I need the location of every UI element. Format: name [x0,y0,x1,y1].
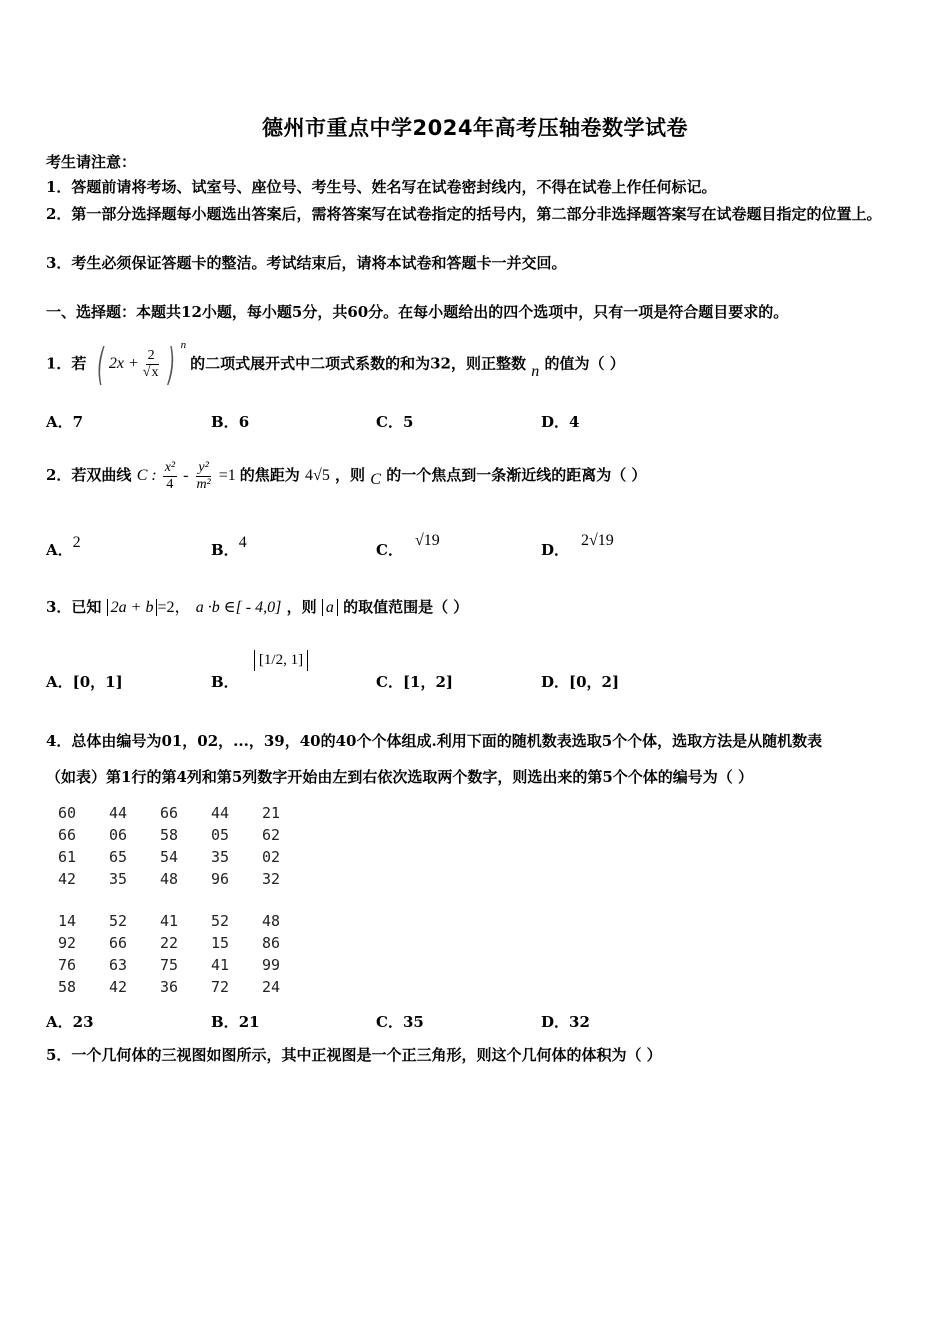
q2-option-c[interactable]: C．√19 [376,532,440,559]
q1-option-a[interactable]: A．7 [46,413,84,431]
notice-item-1: 1．答题前请将考场、试室号、座位号、考生号、姓名写在试卷密封线内，不得在试卷上作任何标记。 [46,178,717,196]
q2-option-d[interactable]: D．2√19 [541,532,614,559]
table-cell: 02 [262,848,281,866]
table-cell: 63 [109,956,128,974]
q2-mid: 的焦距为 [239,466,300,484]
random-number-table-a [58,802,313,890]
q3-option-b[interactable]: B． [1/2, 1] [211,650,308,671]
q3-option-d[interactable]: D．[0，2] [541,673,620,691]
table-cell: 52 [211,912,230,930]
table-cell: 52 [109,912,128,930]
q1-prefix: 1．若 [46,354,87,373]
table-row [58,802,313,824]
question-1 [46,336,625,390]
page-title: 德州市重点中学2024年高考压轴卷数学试卷 [262,116,688,140]
q4-option-a[interactable]: A．23 [46,1013,94,1031]
table-cell: 14 [58,912,77,930]
table-cell: 66 [160,804,179,822]
table-cell: 44 [109,804,128,822]
question-5: 5．一个几何体的三视图如图所示，其中正视图是一个正三角形，则这个几何体的体积为（ ） [46,1046,662,1064]
q1-var-n: n [531,363,540,381]
q1-option-c[interactable]: C．5 [376,413,414,431]
table-cell: 66 [109,934,128,952]
table-cell: 21 [262,804,281,822]
table-cell: 42 [109,978,128,996]
table-cell: 06 [109,826,128,844]
table-cell: 72 [211,978,230,996]
q2-option-b[interactable]: B．4 [211,534,247,559]
q3-condition-1: 2a + b =2， [107,599,191,616]
table-cell: 42 [58,870,77,888]
q1-option-d[interactable]: D．4 [541,413,580,431]
q4-option-b[interactable]: B．21 [211,1013,260,1031]
table-cell: 65 [109,848,128,866]
table-cell: 54 [160,848,179,866]
question-3 [46,589,468,626]
q2-var-c: C [370,471,381,488]
q1-option-b[interactable]: B．6 [211,413,250,431]
table-cell: 15 [211,934,230,952]
table-cell: 99 [262,956,281,974]
table-cell: 48 [262,912,281,930]
notice-item-3: 3．考生必须保证答题卡的整洁。考试结束后，请将本试卷和答题卡一并交回。 [46,254,567,272]
table-cell: 62 [262,826,281,844]
notice-item-2: 2．第一部分选择题每小题选出答案后，需将答案写在试卷指定的括号内，第二部分非选择题答案写在试卷题目指定的位置上。 [46,205,882,223]
table-cell: 44 [211,804,230,822]
table-row [58,932,313,954]
q3-condition-2: a ·b ∈[ - 4,0] [195,599,282,616]
q2-focal: 4√5 [305,467,330,484]
question-4-line-2: （如表）第1行的第4列和第5列数字开始由左到右依次选取两个数字，则选出来的第5个个体的编号为（ ） [46,768,753,786]
table-cell: 41 [211,956,230,974]
q2-mid2: ，则 [335,466,366,484]
random-number-table-b [58,910,313,998]
q4-option-d[interactable]: D．32 [541,1013,590,1031]
q2-option-a[interactable]: A．2 [46,534,81,559]
table-cell: 35 [109,870,128,888]
table-cell: 58 [160,826,179,844]
q3-suffix: 的取值范围是（ ） [343,598,469,616]
table-cell: 92 [58,934,77,952]
q3-mid: ，则 [286,598,317,616]
table-cell: 76 [58,956,77,974]
table-cell: 86 [262,934,281,952]
table-row [58,824,313,846]
q4-option-c[interactable]: C．35 [376,1013,424,1031]
table-row [58,910,313,932]
question-4-line-1: 4．总体由编号为01，02，...，39，40的40个个体组成.利用下面的随机数表选取5个个体，选取方法是从随机数表 [46,732,823,750]
table-cell: 05 [211,826,230,844]
table-cell: 60 [58,804,77,822]
q1-text: 的二项式展开式中二项式系数的和为32，则正整数 [190,354,526,373]
q2-prefix: 2．若双曲线 [46,466,132,484]
q3-abs-a: a [322,599,338,616]
table-cell: 32 [262,870,281,888]
table-cell: 41 [160,912,179,930]
table-cell: 48 [160,870,179,888]
q2-formula: C : $\frac{\text{x²}}{4}$ - $\frac{\text{y²}}{\text{m²}}$ =1 [136,459,236,492]
section-heading: 一、选择题：本题共12小题，每小题5分，共60分。在每小题给出的四个选项中，只有一项是符合题目要求的。 [46,303,789,321]
q2-suffix: 的一个焦点到一条渐近线的距离为（ ） [386,466,647,484]
table-cell: 66 [58,826,77,844]
table-row [58,954,313,976]
table-row [58,976,313,998]
q3-option-b-value: [1/2, 1] [254,650,308,671]
table-cell: 61 [58,848,77,866]
table-row [58,846,313,868]
table-cell: 75 [160,956,179,974]
q3-option-c[interactable]: C．[1，2] [376,673,454,691]
q3-option-a[interactable]: A．[0，1] [46,673,123,691]
table-cell: 96 [211,870,230,888]
question-2 [46,452,646,499]
table-cell: 58 [58,978,77,996]
q1-suffix: 的值为（ ） [544,354,625,373]
table-cell: 22 [160,934,179,952]
table-cell: 36 [160,978,179,996]
table-cell: 24 [262,978,281,996]
table-row [58,868,313,890]
q3-prefix: 3．已知 [46,598,102,616]
q1-formula: ( 2x + $\frac{2}{√x}$ ) $^n$ [96,338,187,390]
table-cell: 35 [211,848,230,866]
notice-heading: 考生请注意： [46,153,137,171]
